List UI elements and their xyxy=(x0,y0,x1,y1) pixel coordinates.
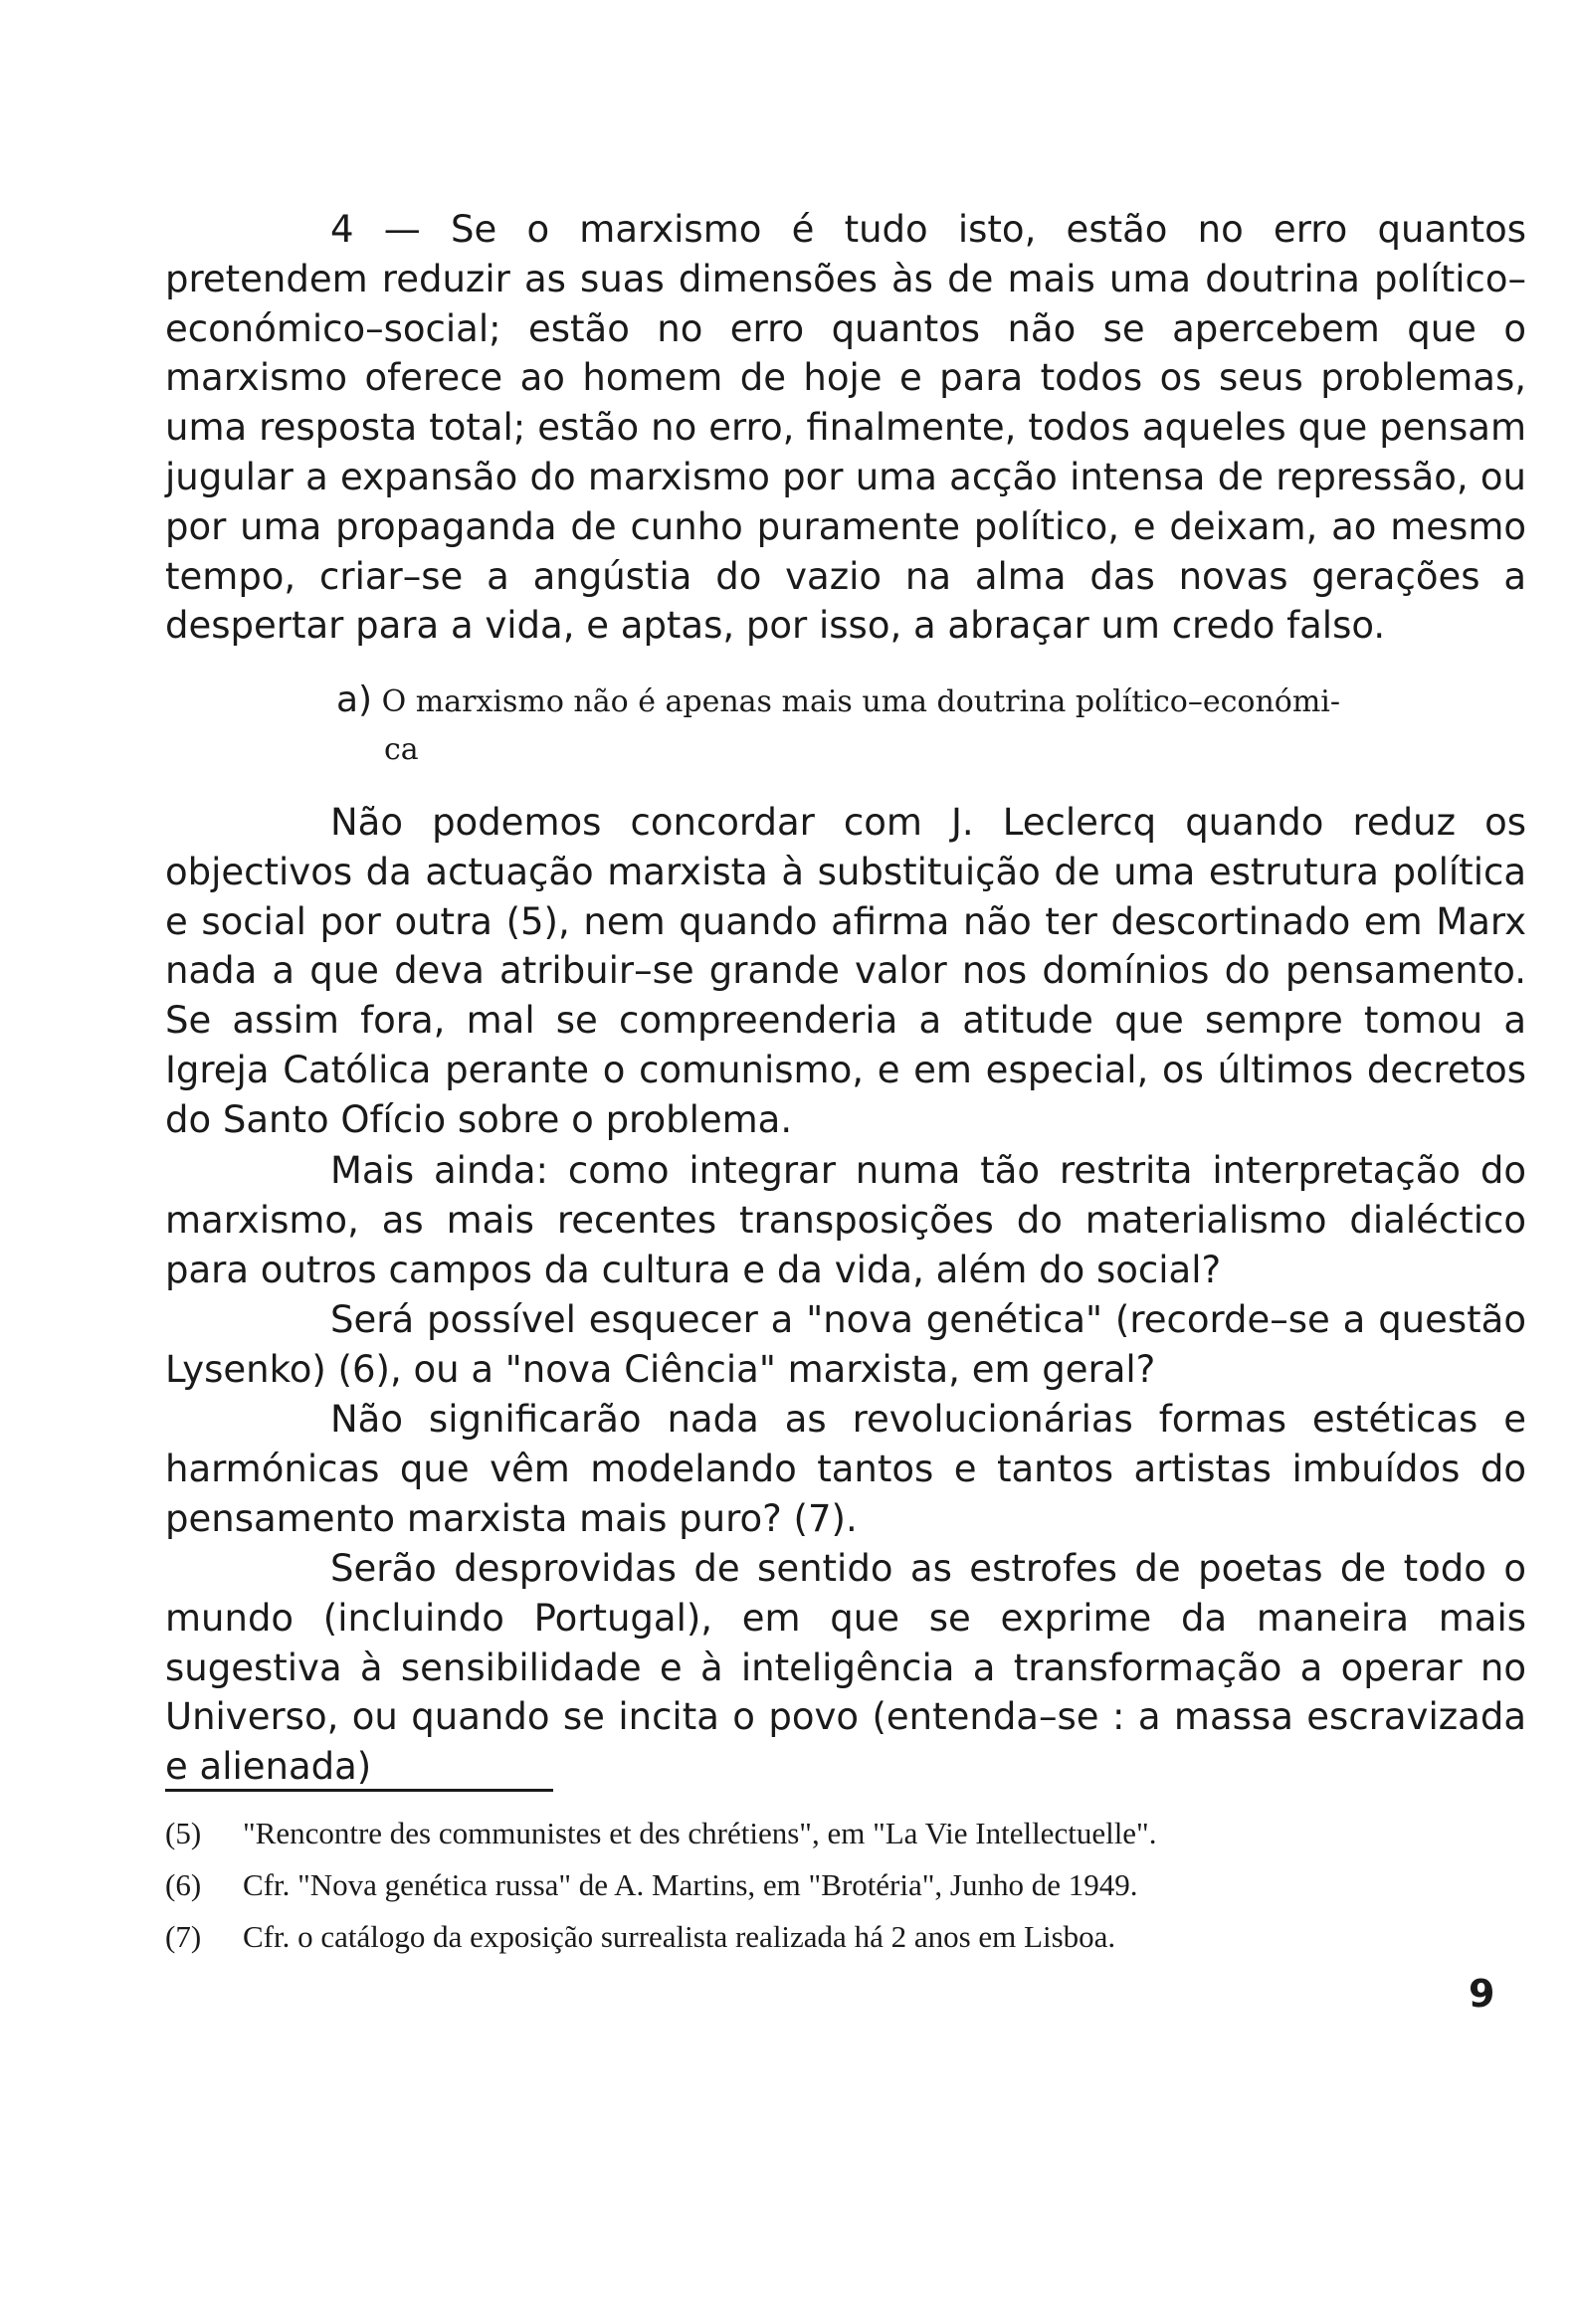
subheading-label: a) xyxy=(336,679,373,720)
footnote-5 xyxy=(165,1815,1526,1852)
footnote-text: "Rencontre des communistes et des chrétiens", em "La Vie Intellectuelle". xyxy=(243,1816,1157,1850)
footnotes-list xyxy=(165,1815,1526,1970)
footnote-separator xyxy=(165,1789,553,1792)
paragraph-formas-esteticas: Não significarão nada as revolucionárias formas estéticas e harmónicas que vêm modelando tantos e tantos artistas imbuídos do pensamento marxista mais puro? (7). xyxy=(165,1398,1526,1540)
section-4-paragraph: 4 — Se o marxismo é tudo isto, estão no erro quantos pretendem reduzir as suas dimensões às de mais uma doutrina político–económico–social; estão no erro quantos não se apercebem que o marxismo oferece ao homem de hoje e para todos os seus problemas, uma resposta total; estão no erro, finalmente, todos aqueles que pensam jugular a expansão do marxismo por uma acção intensa de repressão, ou por uma propaganda de cunho puramente político, e deixam, ao mesmo tempo, criar–se a angústia do vazio na alma das novas gerações a despertar para a vida, e aptas, por isso, a abraçar um credo falso. xyxy=(165,208,1526,648)
footnote-text: Cfr. o catálogo da exposição surrealista realizada há 2 anos em Lisboa. xyxy=(243,1919,1116,1954)
subheading-line-1: O marxismo não é apenas mais uma doutrina político–económi- xyxy=(381,684,1341,719)
paragraph-estrofes: Serão desprovidas de sentido as estrofes de poetas de todo o mundo (incluindo Portugal), em que se exprime da maneira mais sugestiva à sensibilidade e à inteligência a transformação a operar no Universo, ou quando se incita o povo (entenda–se : a massa escravizada e alienada) xyxy=(165,1547,1526,1789)
footnote-text: Cfr. "Nova genética russa" de A. Martins, em "Brotéria", Junho de 1949. xyxy=(243,1867,1138,1902)
footnote-mark: (7) xyxy=(165,1919,202,1954)
paragraph-nova-genetica: Será possível esquecer a "nova genética" (recorde–se a questão Lysenko) (6), ou a "nova Ciência" marxista, em geral? xyxy=(165,1298,1526,1391)
footnote-mark: (5) xyxy=(165,1816,202,1850)
subheading-a xyxy=(336,677,1526,774)
footnote-6 xyxy=(165,1866,1526,1904)
page-number: 9 xyxy=(1469,1972,1495,2016)
footnote-mark: (6) xyxy=(165,1867,202,1902)
subheading-line-2: ca xyxy=(384,732,419,767)
footnote-7 xyxy=(165,1918,1526,1956)
paragraph-leclercq: Não podemos concordar com J. Leclercq quando reduz os objectivos da actuação marxista à substituição de uma estrutura política e social por outra (5), nem quando afirma não ter descortinado em Marx nada a que deva atribuir–se grande valor nos domínios do pensamento. Se assim fora, mal se compreenderia a atitude que sempre tomou a Igreja Católica perante o comunismo, e em especial, os últimos decretos do Santo Ofício sobre o problema. xyxy=(165,801,1526,1141)
paragraph-mais-ainda: Mais ainda: como integrar numa tão restrita interpretação do marxismo, as mais recentes transposições do materialismo dialéctico para outros campos da cultura e da vida, além do social? xyxy=(165,1149,1526,1291)
